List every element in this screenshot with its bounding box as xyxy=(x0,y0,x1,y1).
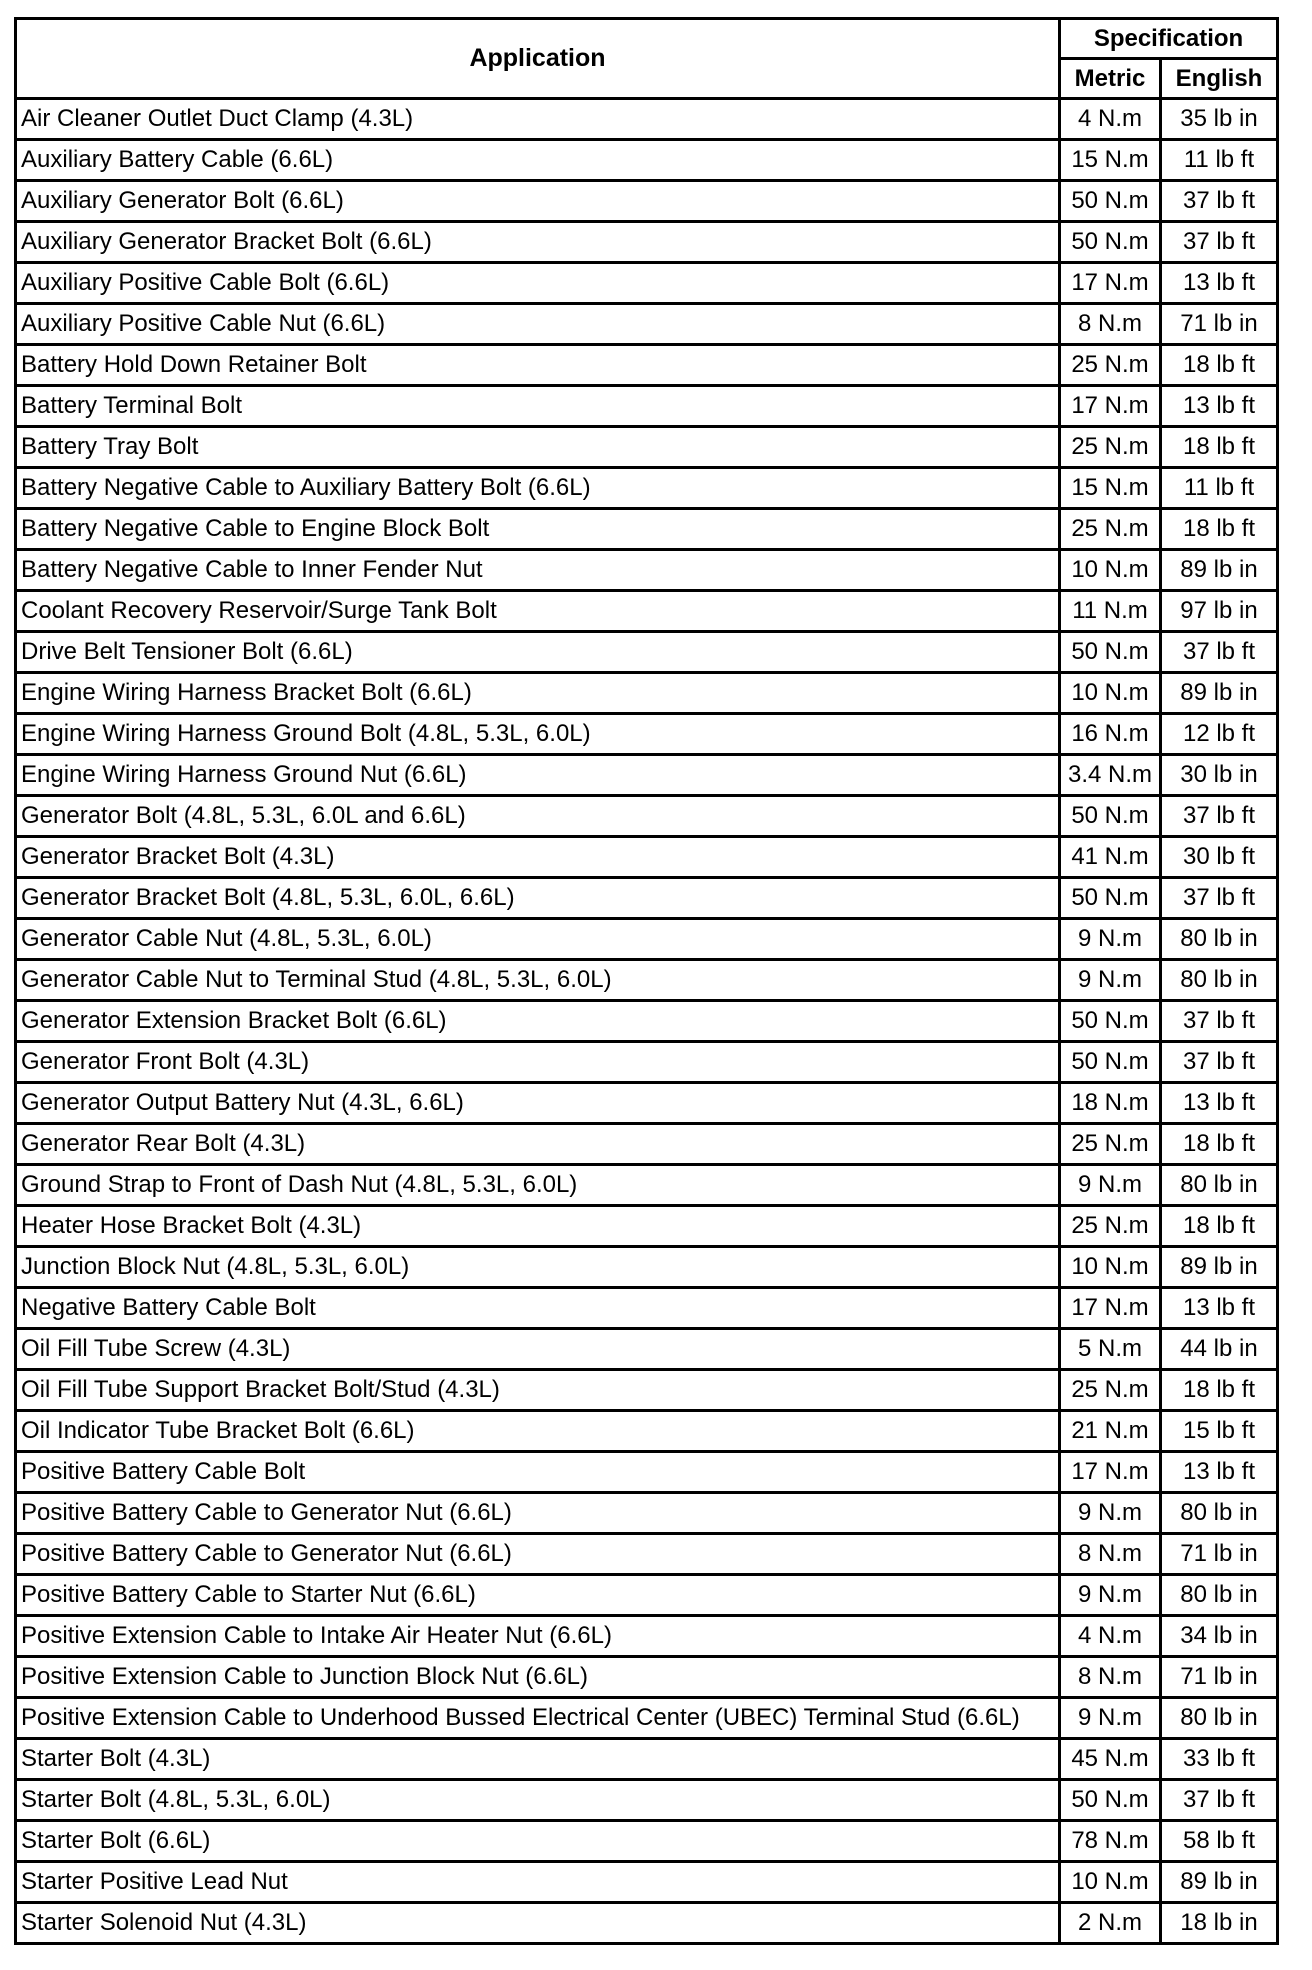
table-row xyxy=(16,1370,1278,1411)
metric-cell: 50 N.m xyxy=(1060,222,1161,263)
table-row xyxy=(16,1042,1278,1083)
english-cell: 80 lb in xyxy=(1161,1575,1278,1616)
metric-cell: 41 N.m xyxy=(1060,837,1161,878)
english-cell: 80 lb in xyxy=(1161,1698,1278,1739)
table-row xyxy=(16,99,1278,140)
table-row xyxy=(16,960,1278,1001)
table-row xyxy=(16,1083,1278,1124)
table-row xyxy=(16,1124,1278,1165)
application-cell: Starter Bolt (4.8L, 5.3L, 6.0L) xyxy=(16,1780,1060,1821)
application-cell: Positive Extension Cable to Intake Air Heater Nut (6.6L) xyxy=(16,1616,1060,1657)
application-cell: Battery Negative Cable to Engine Block Bolt xyxy=(16,509,1060,550)
metric-cell: 3.4 N.m xyxy=(1060,755,1161,796)
application-cell: Generator Output Battery Nut (4.3L, 6.6L) xyxy=(16,1083,1060,1124)
table-row xyxy=(16,1329,1278,1370)
metric-cell: 17 N.m xyxy=(1060,1452,1161,1493)
english-cell: 37 lb ft xyxy=(1161,222,1278,263)
table-row xyxy=(16,673,1278,714)
application-cell: Negative Battery Cable Bolt xyxy=(16,1288,1060,1329)
table-row xyxy=(16,1780,1278,1821)
table-row xyxy=(16,509,1278,550)
english-cell: 13 lb ft xyxy=(1161,386,1278,427)
english-cell: 71 lb in xyxy=(1161,304,1278,345)
table-row xyxy=(16,837,1278,878)
table-row xyxy=(16,1001,1278,1042)
metric-cell: 9 N.m xyxy=(1060,1165,1161,1206)
table-row xyxy=(16,550,1278,591)
table-header xyxy=(16,19,1278,99)
english-cell: 18 lb ft xyxy=(1161,509,1278,550)
application-cell: Oil Indicator Tube Bracket Bolt (6.6L) xyxy=(16,1411,1060,1452)
application-header: Application xyxy=(16,19,1060,99)
metric-cell: 10 N.m xyxy=(1060,1862,1161,1903)
metric-cell: 10 N.m xyxy=(1060,550,1161,591)
english-cell: 58 lb ft xyxy=(1161,1821,1278,1862)
metric-cell: 25 N.m xyxy=(1060,1124,1161,1165)
table-row xyxy=(16,1698,1278,1739)
metric-cell: 18 N.m xyxy=(1060,1083,1161,1124)
metric-cell: 8 N.m xyxy=(1060,1534,1161,1575)
english-cell: 30 lb in xyxy=(1161,755,1278,796)
metric-cell: 9 N.m xyxy=(1060,1698,1161,1739)
metric-cell: 15 N.m xyxy=(1060,140,1161,181)
application-cell: Positive Battery Cable to Generator Nut (6.6L) xyxy=(16,1534,1060,1575)
application-cell: Positive Extension Cable to Underhood Bussed Electrical Center (UBEC) Terminal Stud (6.6L) xyxy=(16,1698,1060,1739)
english-cell: 37 lb ft xyxy=(1161,1042,1278,1083)
application-cell: Battery Terminal Bolt xyxy=(16,386,1060,427)
application-cell: Positive Battery Cable to Generator Nut (6.6L) xyxy=(16,1493,1060,1534)
table-row xyxy=(16,1206,1278,1247)
metric-cell: 9 N.m xyxy=(1060,1493,1161,1534)
application-cell: Generator Cable Nut to Terminal Stud (4.8L, 5.3L, 6.0L) xyxy=(16,960,1060,1001)
metric-cell: 17 N.m xyxy=(1060,263,1161,304)
application-cell: Oil Fill Tube Support Bracket Bolt/Stud (4.3L) xyxy=(16,1370,1060,1411)
metric-cell: 50 N.m xyxy=(1060,796,1161,837)
metric-cell: 50 N.m xyxy=(1060,1001,1161,1042)
metric-cell: 25 N.m xyxy=(1060,509,1161,550)
metric-cell: 25 N.m xyxy=(1060,345,1161,386)
english-cell: 71 lb in xyxy=(1161,1534,1278,1575)
application-cell: Positive Battery Cable to Starter Nut (6.6L) xyxy=(16,1575,1060,1616)
fastener-spec-table xyxy=(14,17,1279,1945)
table-row xyxy=(16,1452,1278,1493)
table-row xyxy=(16,468,1278,509)
metric-cell: 25 N.m xyxy=(1060,1206,1161,1247)
application-cell: Battery Negative Cable to Inner Fender Nut xyxy=(16,550,1060,591)
english-cell: 44 lb in xyxy=(1161,1329,1278,1370)
application-cell: Ground Strap to Front of Dash Nut (4.8L, 5.3L, 6.0L) xyxy=(16,1165,1060,1206)
table-row xyxy=(16,1821,1278,1862)
table-row xyxy=(16,1739,1278,1780)
application-cell: Engine Wiring Harness Ground Nut (6.6L) xyxy=(16,755,1060,796)
application-cell: Junction Block Nut (4.8L, 5.3L, 6.0L) xyxy=(16,1247,1060,1288)
english-cell: 18 lb in xyxy=(1161,1903,1278,1944)
table-row xyxy=(16,427,1278,468)
application-cell: Starter Solenoid Nut (4.3L) xyxy=(16,1903,1060,1944)
english-cell: 18 lb ft xyxy=(1161,1124,1278,1165)
table-row xyxy=(16,1165,1278,1206)
table-body xyxy=(16,99,1278,1944)
english-cell: 30 lb ft xyxy=(1161,837,1278,878)
application-cell: Drive Belt Tensioner Bolt (6.6L) xyxy=(16,632,1060,673)
metric-cell: 50 N.m xyxy=(1060,632,1161,673)
metric-cell: 8 N.m xyxy=(1060,1657,1161,1698)
application-cell: Engine Wiring Harness Ground Bolt (4.8L, 5.3L, 6.0L) xyxy=(16,714,1060,755)
metric-cell: 50 N.m xyxy=(1060,878,1161,919)
table-row xyxy=(16,222,1278,263)
table-row xyxy=(16,345,1278,386)
metric-cell: 21 N.m xyxy=(1060,1411,1161,1452)
table-row xyxy=(16,386,1278,427)
table-row xyxy=(16,140,1278,181)
application-cell: Generator Cable Nut (4.8L, 5.3L, 6.0L) xyxy=(16,919,1060,960)
english-cell: 11 lb ft xyxy=(1161,140,1278,181)
metric-cell: 11 N.m xyxy=(1060,591,1161,632)
metric-cell: 5 N.m xyxy=(1060,1329,1161,1370)
application-cell: Auxiliary Generator Bolt (6.6L) xyxy=(16,181,1060,222)
table-row xyxy=(16,796,1278,837)
application-cell: Starter Bolt (6.6L) xyxy=(16,1821,1060,1862)
english-cell: 37 lb ft xyxy=(1161,796,1278,837)
english-cell: 35 lb in xyxy=(1161,99,1278,140)
application-cell: Engine Wiring Harness Bracket Bolt (6.6L) xyxy=(16,673,1060,714)
application-cell: Generator Extension Bracket Bolt (6.6L) xyxy=(16,1001,1060,1042)
english-cell: 37 lb ft xyxy=(1161,1780,1278,1821)
application-cell: Positive Battery Cable Bolt xyxy=(16,1452,1060,1493)
header-row-top xyxy=(16,19,1278,59)
english-cell: 89 lb in xyxy=(1161,673,1278,714)
table-row xyxy=(16,1247,1278,1288)
metric-cell: 9 N.m xyxy=(1060,919,1161,960)
english-cell: 37 lb ft xyxy=(1161,632,1278,673)
application-cell: Generator Bolt (4.8L, 5.3L, 6.0L and 6.6L) xyxy=(16,796,1060,837)
english-cell: 15 lb ft xyxy=(1161,1411,1278,1452)
table-row xyxy=(16,304,1278,345)
english-cell: 13 lb ft xyxy=(1161,1452,1278,1493)
metric-cell: 17 N.m xyxy=(1060,1288,1161,1329)
application-cell: Auxiliary Generator Bracket Bolt (6.6L) xyxy=(16,222,1060,263)
table-row xyxy=(16,878,1278,919)
table-row xyxy=(16,1616,1278,1657)
metric-cell: 9 N.m xyxy=(1060,960,1161,1001)
metric-cell: 25 N.m xyxy=(1060,1370,1161,1411)
metric-cell: 25 N.m xyxy=(1060,427,1161,468)
table-row xyxy=(16,632,1278,673)
metric-cell: 10 N.m xyxy=(1060,1247,1161,1288)
english-cell: 18 lb ft xyxy=(1161,1206,1278,1247)
metric-cell: 9 N.m xyxy=(1060,1575,1161,1616)
english-cell: 89 lb in xyxy=(1161,1862,1278,1903)
table-row xyxy=(16,181,1278,222)
table-row xyxy=(16,591,1278,632)
application-cell: Air Cleaner Outlet Duct Clamp (4.3L) xyxy=(16,99,1060,140)
table-row xyxy=(16,1903,1278,1944)
metric-cell: 10 N.m xyxy=(1060,673,1161,714)
english-cell: 80 lb in xyxy=(1161,1493,1278,1534)
english-cell: 71 lb in xyxy=(1161,1657,1278,1698)
metric-cell: 16 N.m xyxy=(1060,714,1161,755)
table-row xyxy=(16,1575,1278,1616)
english-cell: 80 lb in xyxy=(1161,919,1278,960)
table-row xyxy=(16,1657,1278,1698)
english-cell: 11 lb ft xyxy=(1161,468,1278,509)
table-row xyxy=(16,1493,1278,1534)
application-cell: Auxiliary Battery Cable (6.6L) xyxy=(16,140,1060,181)
metric-cell: 2 N.m xyxy=(1060,1903,1161,1944)
english-cell: 89 lb in xyxy=(1161,1247,1278,1288)
table-row xyxy=(16,1288,1278,1329)
application-cell: Oil Fill Tube Screw (4.3L) xyxy=(16,1329,1060,1370)
table-row xyxy=(16,1411,1278,1452)
application-cell: Generator Bracket Bolt (4.8L, 5.3L, 6.0L, 6.6L) xyxy=(16,878,1060,919)
application-cell: Auxiliary Positive Cable Nut (6.6L) xyxy=(16,304,1060,345)
metric-cell: 15 N.m xyxy=(1060,468,1161,509)
english-cell: 12 lb ft xyxy=(1161,714,1278,755)
metric-cell: 78 N.m xyxy=(1060,1821,1161,1862)
application-cell: Battery Hold Down Retainer Bolt xyxy=(16,345,1060,386)
english-cell: 89 lb in xyxy=(1161,550,1278,591)
metric-cell: 17 N.m xyxy=(1060,386,1161,427)
metric-header: Metric xyxy=(1060,59,1161,99)
application-cell: Positive Extension Cable to Junction Block Nut (6.6L) xyxy=(16,1657,1060,1698)
application-cell: Coolant Recovery Reservoir/Surge Tank Bolt xyxy=(16,591,1060,632)
application-cell: Generator Front Bolt (4.3L) xyxy=(16,1042,1060,1083)
english-cell: 18 lb ft xyxy=(1161,345,1278,386)
metric-cell: 50 N.m xyxy=(1060,181,1161,222)
english-cell: 13 lb ft xyxy=(1161,1083,1278,1124)
metric-cell: 8 N.m xyxy=(1060,304,1161,345)
english-cell: 80 lb in xyxy=(1161,1165,1278,1206)
english-cell: 13 lb ft xyxy=(1161,1288,1278,1329)
application-cell: Generator Bracket Bolt (4.3L) xyxy=(16,837,1060,878)
specification-header: Specification xyxy=(1060,19,1278,59)
english-cell: 33 lb ft xyxy=(1161,1739,1278,1780)
table-row xyxy=(16,1862,1278,1903)
application-cell: Auxiliary Positive Cable Bolt (6.6L) xyxy=(16,263,1060,304)
application-cell: Generator Rear Bolt (4.3L) xyxy=(16,1124,1060,1165)
english-cell: 18 lb ft xyxy=(1161,427,1278,468)
english-cell: 37 lb ft xyxy=(1161,878,1278,919)
application-cell: Battery Negative Cable to Auxiliary Battery Bolt (6.6L) xyxy=(16,468,1060,509)
metric-cell: 45 N.m xyxy=(1060,1739,1161,1780)
application-cell: Starter Positive Lead Nut xyxy=(16,1862,1060,1903)
metric-cell: 4 N.m xyxy=(1060,99,1161,140)
english-cell: 80 lb in xyxy=(1161,960,1278,1001)
metric-cell: 4 N.m xyxy=(1060,1616,1161,1657)
metric-cell: 50 N.m xyxy=(1060,1780,1161,1821)
english-cell: 13 lb ft xyxy=(1161,263,1278,304)
english-cell: 97 lb in xyxy=(1161,591,1278,632)
application-cell: Starter Bolt (4.3L) xyxy=(16,1739,1060,1780)
english-cell: 37 lb ft xyxy=(1161,181,1278,222)
english-cell: 34 lb in xyxy=(1161,1616,1278,1657)
table-row xyxy=(16,714,1278,755)
english-cell: 37 lb ft xyxy=(1161,1001,1278,1042)
application-cell: Heater Hose Bracket Bolt (4.3L) xyxy=(16,1206,1060,1247)
english-cell: 18 lb ft xyxy=(1161,1370,1278,1411)
metric-cell: 50 N.m xyxy=(1060,1042,1161,1083)
table-row xyxy=(16,919,1278,960)
application-cell: Battery Tray Bolt xyxy=(16,427,1060,468)
english-header: English xyxy=(1161,59,1278,99)
table-row xyxy=(16,263,1278,304)
table-row xyxy=(16,755,1278,796)
table-row xyxy=(16,1534,1278,1575)
